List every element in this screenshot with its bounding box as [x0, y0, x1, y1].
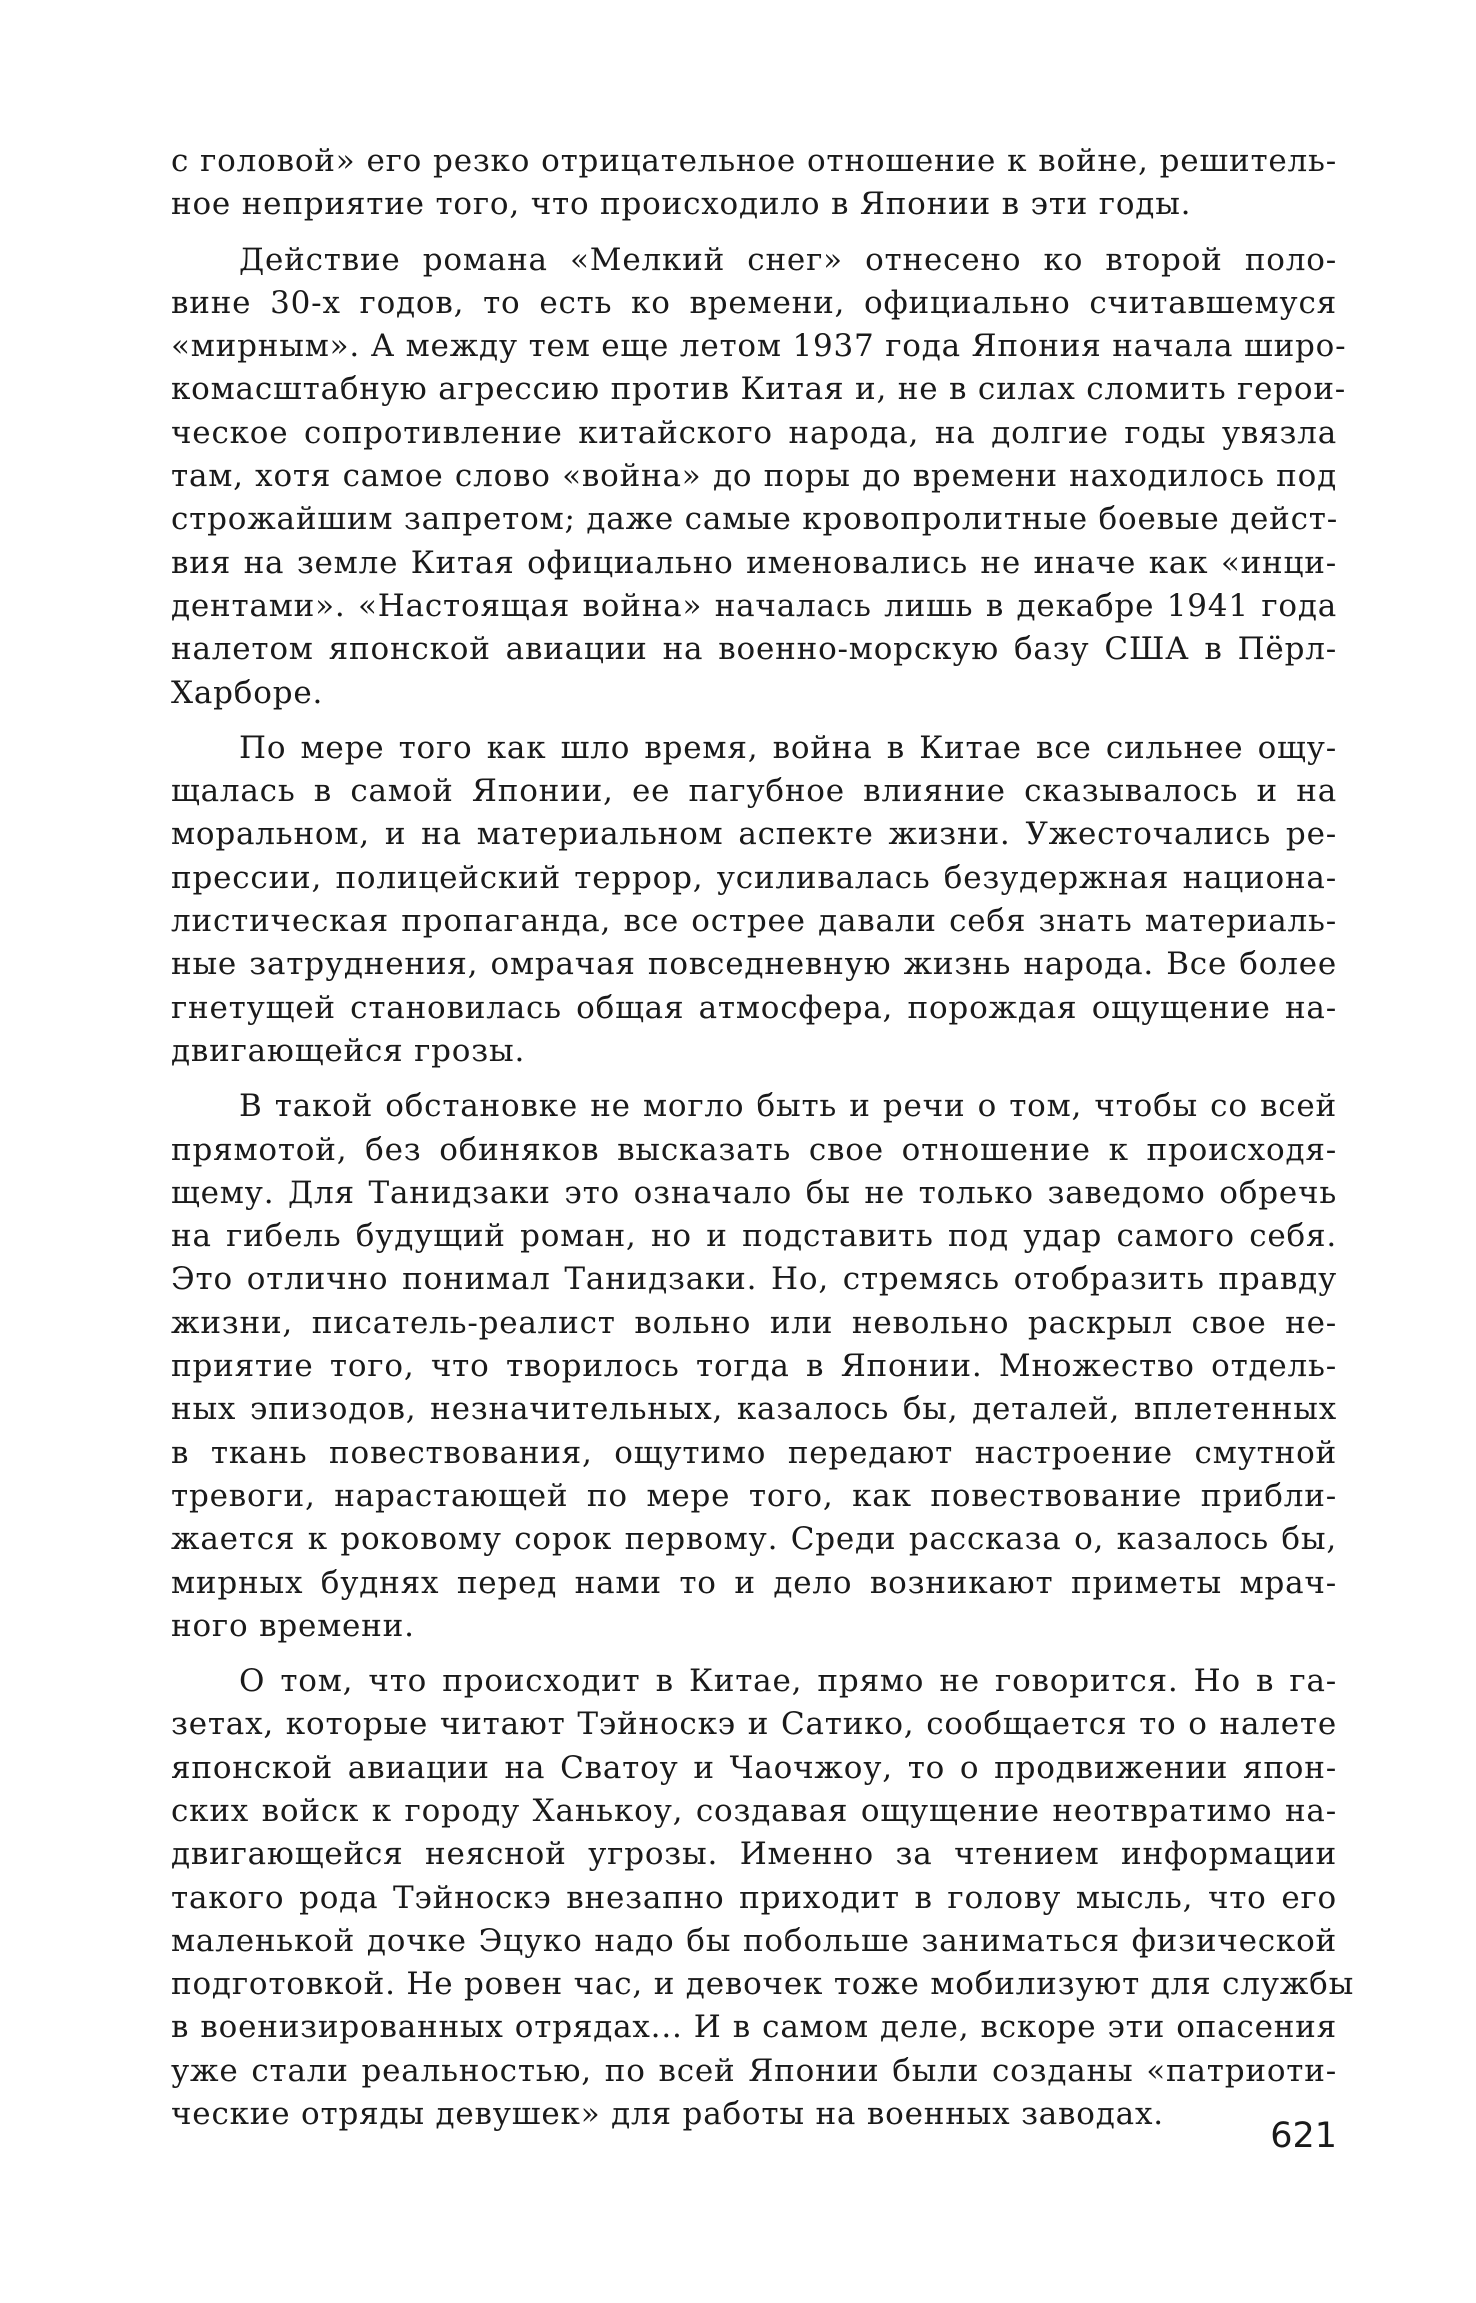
text-line: «мирным». А между тем еще летом 1937 года Япония начала широ-	[171, 328, 1347, 365]
text-line: ное неприятие того, что происходило в Японии в эти годы.	[171, 186, 1192, 223]
text-line: там, хотя самое слово «война» до поры до времени находилось под	[171, 458, 1337, 495]
text-line: ные затруднения, омрачая повседневную жизнь народа. Все более	[171, 946, 1337, 983]
text-line: листическая пропаганда, все острее давали себя знать материаль-	[171, 903, 1337, 940]
text-line: жизни, писатель-реалист вольно или невольно раскрыл свое не-	[171, 1304, 1337, 1341]
text-line: гнетущей становилась общая атмосфера, порождая ощущение на-	[171, 989, 1337, 1026]
text-line: моральном, и на материальном аспекте жизни. Ужесточались ре-	[171, 816, 1337, 853]
paragraph	[171, 1085, 1337, 1648]
text-line: с головой» его резко отрицательное отношение к войне, решитель-	[171, 143, 1337, 179]
text-line: налетом японской авиации на военно-морскую базу США в Пёрл-	[171, 631, 1337, 668]
text-line: в военизированных отрядах... И в самом деле, вскоре эти опасения	[171, 2009, 1337, 2046]
text-line: зетах, которые читают Тэйноскэ и Сатико, сообщается то о налете	[171, 1706, 1337, 1743]
text-line: в ткань повествования, ощутимо передают настроение смутной	[171, 1434, 1337, 1471]
text-line: маленькой дочке Эцуко надо бы побольше заниматься физической	[171, 1922, 1337, 1959]
text-line: жается к роковому сорок первому. Среди рассказа о, казалось бы,	[171, 1521, 1337, 1558]
text-line: ческое сопротивление китайского народа, на долгие годы увязла	[171, 414, 1337, 451]
text-line: японской авиации на Сватоу и Чаочжоу, то о продвижении япон-	[171, 1749, 1337, 1786]
text-line: тревоги, нарастающей по мере того, как повествование прибли-	[171, 1477, 1337, 1514]
text-line: ных эпизодов, незначительных, казалось бы, деталей, вплетенных	[171, 1391, 1337, 1428]
text-line: прессии, полицейский террор, усиливалась безудержная национа-	[171, 859, 1337, 896]
text-line: Действие романа «Мелкий снег» отнесено ко второй поло-	[239, 241, 1337, 278]
paragraph	[171, 239, 1347, 715]
text-line: ских войск к городу Ханькоу, создавая ощущение неотвратимо на-	[171, 1792, 1337, 1829]
text-line: приятие того, что творилось тогда в Японии. Множество отдель-	[171, 1348, 1337, 1385]
text-line: В такой обстановке не могло быть и речи о том, чтобы со всей	[239, 1088, 1337, 1125]
text-line: щалась в самой Японии, ее пагубное влияние сказывалось и на	[171, 773, 1337, 810]
text-line: на гибель будущий роман, но и подставить под удар самого себя.	[171, 1218, 1337, 1255]
page-number: 621	[1270, 2116, 1337, 2156]
paragraph	[171, 1660, 1355, 2136]
text-line: строжайшим запретом; даже самые кровопролитные боевые дейст-	[171, 501, 1338, 538]
body-text	[171, 140, 1355, 2148]
text-line: двигающейся грозы.	[171, 1032, 526, 1069]
paragraph	[171, 727, 1337, 1073]
text-line: уже стали реальностью, по всей Японии были созданы «патриоти-	[171, 2052, 1337, 2089]
text-line: дентами». «Настоящая война» началась лишь в декабре 1941 года	[171, 587, 1337, 624]
text-line: комасштабную агрессию против Китая и, не в силах сломить герои-	[171, 371, 1347, 408]
text-line: Харборе.	[171, 674, 324, 711]
text-line: ного времени.	[171, 1607, 415, 1644]
text-line: двигающейся неясной угрозы. Именно за чтением информации	[171, 1836, 1337, 1873]
text-line: подготовкой. Не ровен час, и девочек тоже мобилизуют для службы	[171, 1966, 1355, 2003]
text-line: вия на земле Китая официально именовались не иначе как «инци-	[171, 544, 1337, 581]
text-line: О том, что происходит в Китае, прямо не говорится. Но в га-	[239, 1663, 1337, 1700]
text-line: мирных буднях перед нами то и дело возникают приметы мрач-	[171, 1564, 1337, 1601]
text-line: ческие отряды девушек» для работы на военных заводах.	[171, 2096, 1164, 2133]
text-line: прямотой, без обиняков высказать свое отношение к происходя-	[171, 1131, 1337, 1168]
text-line: щему. Для Танидзаки это означало бы не только заведомо обречь	[171, 1174, 1337, 1211]
text-line: Это отлично понимал Танидзаки. Но, стремясь отобразить правду	[171, 1261, 1337, 1298]
paragraph	[171, 140, 1337, 227]
text-line: такого рода Тэйноскэ внезапно приходит в голову мысль, что его	[171, 1879, 1337, 1916]
text-line: вине 30-х годов, то есть ко времени, официально считавшемуся	[171, 284, 1337, 321]
text-line: По мере того как шло время, война в Китае все сильнее ощу-	[239, 729, 1337, 766]
